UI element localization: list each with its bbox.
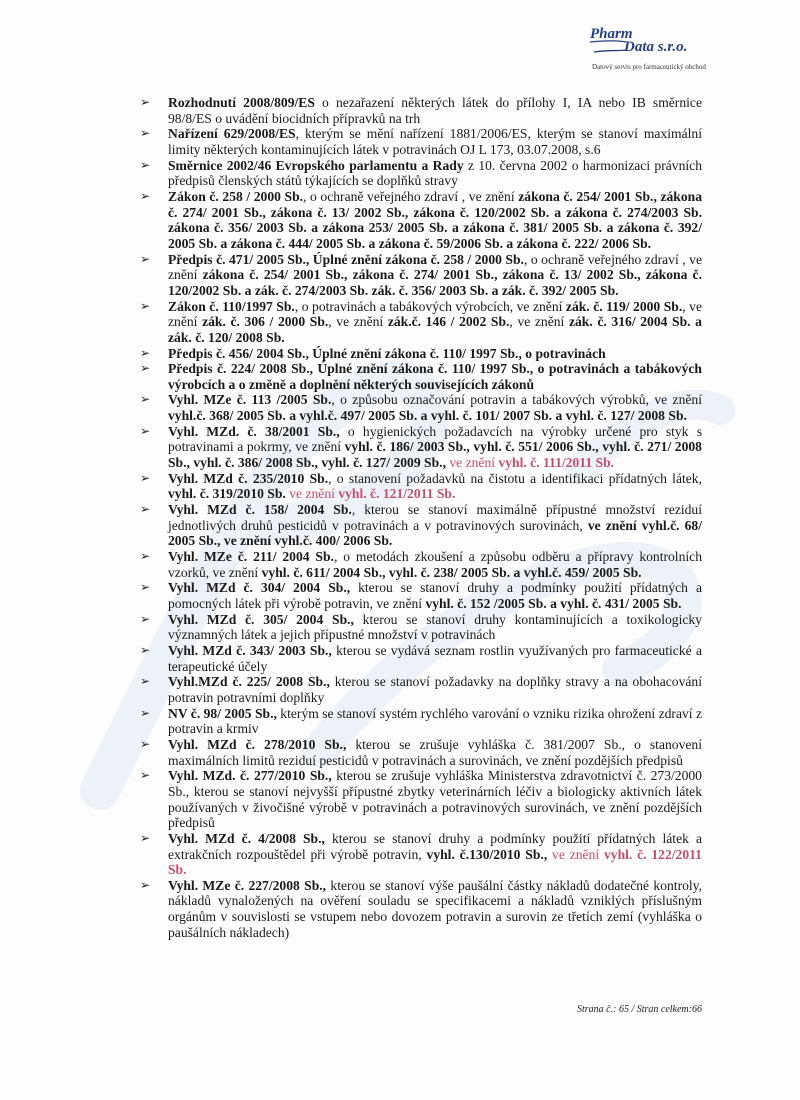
arrow-bullet-icon: ➢ bbox=[140, 188, 151, 203]
legislation-reference: NV č. 98/ 2005 Sb., bbox=[168, 705, 277, 721]
legislation-reference: Směrnice 2002/46 Evropského parlamentu a Rady bbox=[168, 157, 464, 173]
legislation-reference: Vyhl. MZe č. 211/ 2004 Sb. bbox=[168, 549, 334, 565]
legislation-description: kterou se stanoví druhy kontaminujících a toxikologicky významných látek a jejich přípustné množství v potravinách bbox=[168, 611, 702, 643]
legislation-reference: Vyhl. MZd č. 158/ 2004 Sb. bbox=[168, 502, 352, 518]
legislation-reference: Vyhl. MZd. č. 277/2010 Sb., bbox=[168, 768, 332, 784]
legislation-reference: zák. č. 316/ 2004 Sb. a zák. č. 120/ 2008 Sb. bbox=[168, 314, 702, 345]
legislation-description: , kterým se mění nařízení 1881/2006/ES, kterým se stanoví maximální limity některých kontaminujících látek v potravinách OJ L 173, 03.07.2008, s.6 bbox=[168, 126, 702, 157]
legislation-reference: zák. č. 306 / 2000 Sb. bbox=[202, 314, 329, 330]
legislation-item bbox=[140, 424, 702, 471]
legislation-description: kterou se vydává seznam rostlin využívaných pro farmaceutické a terapeutické účely bbox=[168, 642, 702, 674]
legislation-description: kterou se stanoví výše paušální částky nákladů dodatečné kontroly, nákladů vynaložených na ověření souladu se specifikacemi a nákladů vzniklých příslušným orgánům v souvislosti se vstupem nebo dovozem potravin a surovin ze třetích zemí (vyhláška o paušálních nákladech) bbox=[168, 877, 702, 940]
legislation-description: kterým se stanoví systém rychlého varování o vzniku rizika ohrožení zdraví z potravin a krmiv bbox=[168, 705, 702, 737]
logo-swoosh-icon bbox=[588, 38, 628, 54]
legislation-reference: vyhl.č. 368/ 2005 Sb. a vyhl.č. 497/ 2005 Sb. a vyhl. č. 101/ 2007 Sb. a vyhl. č. 127/ 2008 Sb. bbox=[168, 408, 687, 424]
legislation-item bbox=[140, 189, 702, 252]
legislation-reference: Předpis č. 471/ 2005 Sb., Úplné znění zákona č. 258 / 2000 Sb. bbox=[168, 251, 524, 267]
arrow-bullet-icon: ➢ bbox=[140, 423, 151, 438]
amendment-text: vyhl. č. 122/2011 Sb. bbox=[168, 846, 702, 878]
legislation-item bbox=[140, 643, 702, 674]
legislation-reference: Zákon č. 258 / 2000 Sb. bbox=[168, 188, 304, 204]
arrow-bullet-icon: ➢ bbox=[140, 580, 151, 595]
amendment-text: ve znění bbox=[449, 455, 499, 471]
legislation-item bbox=[140, 549, 702, 580]
legislation-reference: Vyhl. MZd č. 304/ 2004 Sb., bbox=[168, 580, 351, 596]
legislation-description: o nezařazení některých látek do přílohy I, IA nebo IB směrnice 98/8/ES o uvádění biocidních přípravků na trh bbox=[168, 95, 702, 126]
legislation-item bbox=[140, 392, 702, 423]
arrow-bullet-icon: ➢ bbox=[140, 470, 151, 485]
legislation-item bbox=[140, 737, 702, 768]
logo-name-bottom: Data s.r.o. bbox=[624, 39, 688, 55]
legislation-item bbox=[140, 346, 702, 362]
legislation-reference: zák.č. 146 / 2002 Sb. bbox=[387, 314, 510, 330]
legislation-description: , o potravinách a tabákových výrobcích, ve znění bbox=[294, 298, 566, 314]
legislation-reference: zákona č. 254/ 2001 Sb., zákona č. 274/ 2001 Sb., zákona č. 13/ 2002 Sb., zákona č. 120/2002 Sb. a zákona č. 274/2003 Sb. zákona č. 356/ 2003 Sb. a zákona 253/ 2005 Sb. a zákona č. 381/ 2005 Sb. a zákona č. 392/ 2005 Sb. a zákona č. 444/ 2005 Sb. a zákona č. 59/2006 Sb. a zákona č. 222/ 2006 Sb. bbox=[168, 188, 702, 251]
amendment-text: vyhl. č. 111/2011 Sb. bbox=[498, 455, 615, 471]
legislation-reference: Vyhl. MZd č. 278/2010 Sb., bbox=[168, 736, 347, 752]
legislation-description: , ve znění bbox=[168, 298, 702, 330]
legislation-item bbox=[140, 502, 702, 549]
legislation-description: , o ochraně veřejného zdraví , ve znění bbox=[168, 251, 703, 283]
legislation-item bbox=[140, 878, 702, 941]
arrow-bullet-icon: ➢ bbox=[140, 298, 151, 313]
legislation-reference: Vyhl. MZd č. 343/ 2003 Sb., bbox=[168, 642, 332, 658]
arrow-bullet-icon: ➢ bbox=[140, 157, 151, 172]
logo-tagline: Datový servis pro farmaceutický obchod bbox=[592, 63, 706, 71]
legislation-reference: zákona č. 254/ 2001 Sb., zákona č. 274/ 2001 Sb., zákona č. 13/ 2002 Sb., zákona č. 120/2002 Sb. a zák. č. 274/2003 Sb. zák. č. 356/ 2003 Sb. a zák. č. 392/ 2005 Sb. bbox=[168, 267, 702, 298]
legislation-description: , kterou se stanoví maximálně přípustné množství reziduí jednotlivých druhů pesticidů v potravinách a v potravinových surovinách, bbox=[168, 502, 703, 533]
arrow-bullet-icon: ➢ bbox=[140, 549, 151, 564]
legislation-item bbox=[140, 706, 702, 737]
legislation-reference: Zákon č. 110/1997 Sb. bbox=[168, 298, 295, 314]
legislation-item bbox=[140, 361, 702, 392]
legislation-item bbox=[140, 95, 702, 126]
legislation-reference: Vyhl. MZe č. 227/2008 Sb., bbox=[168, 877, 327, 893]
legislation-description: kterou se stanoví druhy a podmínky použití přídatných a pomocných látek při výrobě potravin, ve znění bbox=[168, 580, 702, 611]
arrow-bullet-icon: ➢ bbox=[140, 642, 151, 657]
legislation-item bbox=[140, 126, 702, 157]
legislation-item bbox=[140, 768, 702, 831]
amendment-text: vyhl. č. 121/2011 Sb. bbox=[338, 486, 456, 502]
legislation-list bbox=[140, 95, 702, 940]
legislation-description: , o způsobu označování potravin a tabákových výrobků, ve znění bbox=[331, 392, 702, 408]
legislation-description: , ve znění bbox=[328, 314, 388, 330]
company-logo bbox=[560, 26, 710, 76]
arrow-bullet-icon: ➢ bbox=[140, 877, 151, 892]
legislation-reference: Nařízení 629/2008/ES bbox=[168, 126, 296, 142]
arrow-bullet-icon: ➢ bbox=[140, 705, 151, 720]
legislation-reference: Vyhl. MZe č. 113 /2005 Sb. bbox=[168, 392, 332, 408]
legislation-description: o hygienických požadavcích na výrobky určené pro styk s potravinami a pokrmy, ve znění bbox=[168, 423, 702, 455]
arrow-bullet-icon: ➢ bbox=[140, 95, 151, 109]
legislation-description: , o stanovení požadavků na čistotu a identifikaci přídatných látek, bbox=[328, 470, 702, 486]
legislation-description: , ve znění bbox=[509, 314, 569, 330]
legislation-reference: Vyhl. MZd č. 235/2010 Sb. bbox=[168, 470, 329, 486]
legislation-item bbox=[140, 252, 702, 299]
legislation-item bbox=[140, 580, 702, 611]
legislation-reference: vyhl. č. 186/ 2003 Sb., vyhl. č. 551/ 2006 Sb., vyhl. č. 271/ 2008 Sb., vyhl. č. 386/ 2008 Sb., vyhl. č. 127/ 2009 Sb., bbox=[168, 439, 702, 471]
legislation-item bbox=[140, 158, 702, 189]
legislation-item bbox=[140, 471, 702, 502]
legislation-description: , o metodách zkoušení a způsobu odběru a přípravy kontrolních vzorků, ve znění bbox=[168, 549, 702, 580]
legislation-description: kterou se stanoví požadavky na doplňky stravy a na obohacování potravin potravními doplňky bbox=[168, 674, 703, 705]
arrow-bullet-icon: ➢ bbox=[140, 611, 151, 626]
legislation-reference: vyhl. č.130/2010 Sb., bbox=[426, 846, 553, 862]
arrow-bullet-icon: ➢ bbox=[140, 502, 151, 517]
arrow-bullet-icon: ➢ bbox=[140, 126, 151, 141]
legislation-description: kterou se stanoví druhy a podmínky použití přídatných látek a extrakčních rozpouštědel při výrobě potravin, bbox=[168, 830, 703, 862]
arrow-bullet-icon: ➢ bbox=[140, 345, 151, 360]
legislation-item bbox=[140, 674, 702, 705]
legislation-reference: vyhl. č. 319/2010 Sb. bbox=[168, 486, 290, 502]
arrow-bullet-icon: ➢ bbox=[140, 392, 151, 407]
arrow-bullet-icon: ➢ bbox=[140, 251, 151, 266]
legislation-reference: vyhl. č. 611/ 2004 Sb., vyhl. č. 238/ 2005 Sb. a vyhl.č. 459/ 2005 Sb. bbox=[261, 564, 642, 580]
arrow-bullet-icon: ➢ bbox=[140, 768, 151, 783]
legislation-description: kterou se zrušuje vyhláška Ministerstva zdravotnictví č. 273/2000 Sb., kterou se stanoví nejvyšší přípustné zbytky veterinárních léčiv a biologicky aktivních látek používaných v živočišné výrobě v potravinách a potravinových surovinách, ve znění pozdějších předpisů bbox=[168, 768, 702, 831]
legislation-reference: ve znění vyhl.č. 68/ 2005 Sb., ve znění vyhl.č. 400/ 2006 Sb. bbox=[168, 517, 702, 549]
legislation-reference: zák. č. 119/ 2000 Sb. bbox=[565, 298, 683, 314]
legislation-item bbox=[140, 831, 702, 878]
legislation-reference: Vyhl. MZd č. 4/2008 Sb., bbox=[168, 830, 325, 846]
legislation-reference: Vyhl. MZd č. 305/ 2004 Sb., bbox=[168, 611, 354, 627]
legislation-reference: Předpis č. 456/ 2004 Sb., Úplné znění zákona č. 110/ 1997 Sb., o potravinách bbox=[168, 345, 606, 361]
legislation-item bbox=[140, 299, 702, 346]
legislation-reference: Vyhl. MZd. č. 38/2001 Sb., bbox=[168, 423, 340, 439]
legislation-reference: Rozhodnutí 2008/809/ES bbox=[168, 95, 315, 110]
arrow-bullet-icon: ➢ bbox=[140, 736, 151, 751]
legislation-description: z 10. června 2002 o harmonizaci právních předpisů členských států týkajících se doplňků stravy bbox=[168, 157, 702, 189]
amendment-text: ve znění bbox=[289, 486, 339, 502]
page-number: Strana č.: 65 / Stran celkem:66 bbox=[577, 1004, 702, 1015]
logo-name-top: Pharm bbox=[590, 26, 633, 42]
legislation-reference: Předpis č. 224/ 2008 Sb., Úplné znění zákona č. 110/ 1997 Sb., o potravinách a tabákových výrobcích a o změně a doplnění některých souvisejících zákonů bbox=[168, 361, 702, 392]
legislation-description: , o ochraně veřejného zdraví , ve znění bbox=[303, 188, 519, 204]
amendment-text: ve znění bbox=[552, 846, 604, 862]
arrow-bullet-icon: ➢ bbox=[140, 674, 151, 689]
legislation-description: kterou se zrušuje vyhláška č. 381/2007 Sb., o stanovení maximálních limitů reziduí pesticidů v potravinách a surovinách, ve znění pozdějších předpisů bbox=[168, 736, 702, 768]
arrow-bullet-icon: ➢ bbox=[140, 361, 151, 376]
legislation-reference: Vyhl.MZd č. 225/ 2008 Sb., bbox=[168, 674, 330, 690]
legislation-item bbox=[140, 612, 702, 643]
legislation-reference: vyhl. č. 152 /2005 Sb. a vyhl. č. 431/ 2005 Sb. bbox=[425, 596, 682, 611]
arrow-bullet-icon: ➢ bbox=[140, 830, 151, 845]
